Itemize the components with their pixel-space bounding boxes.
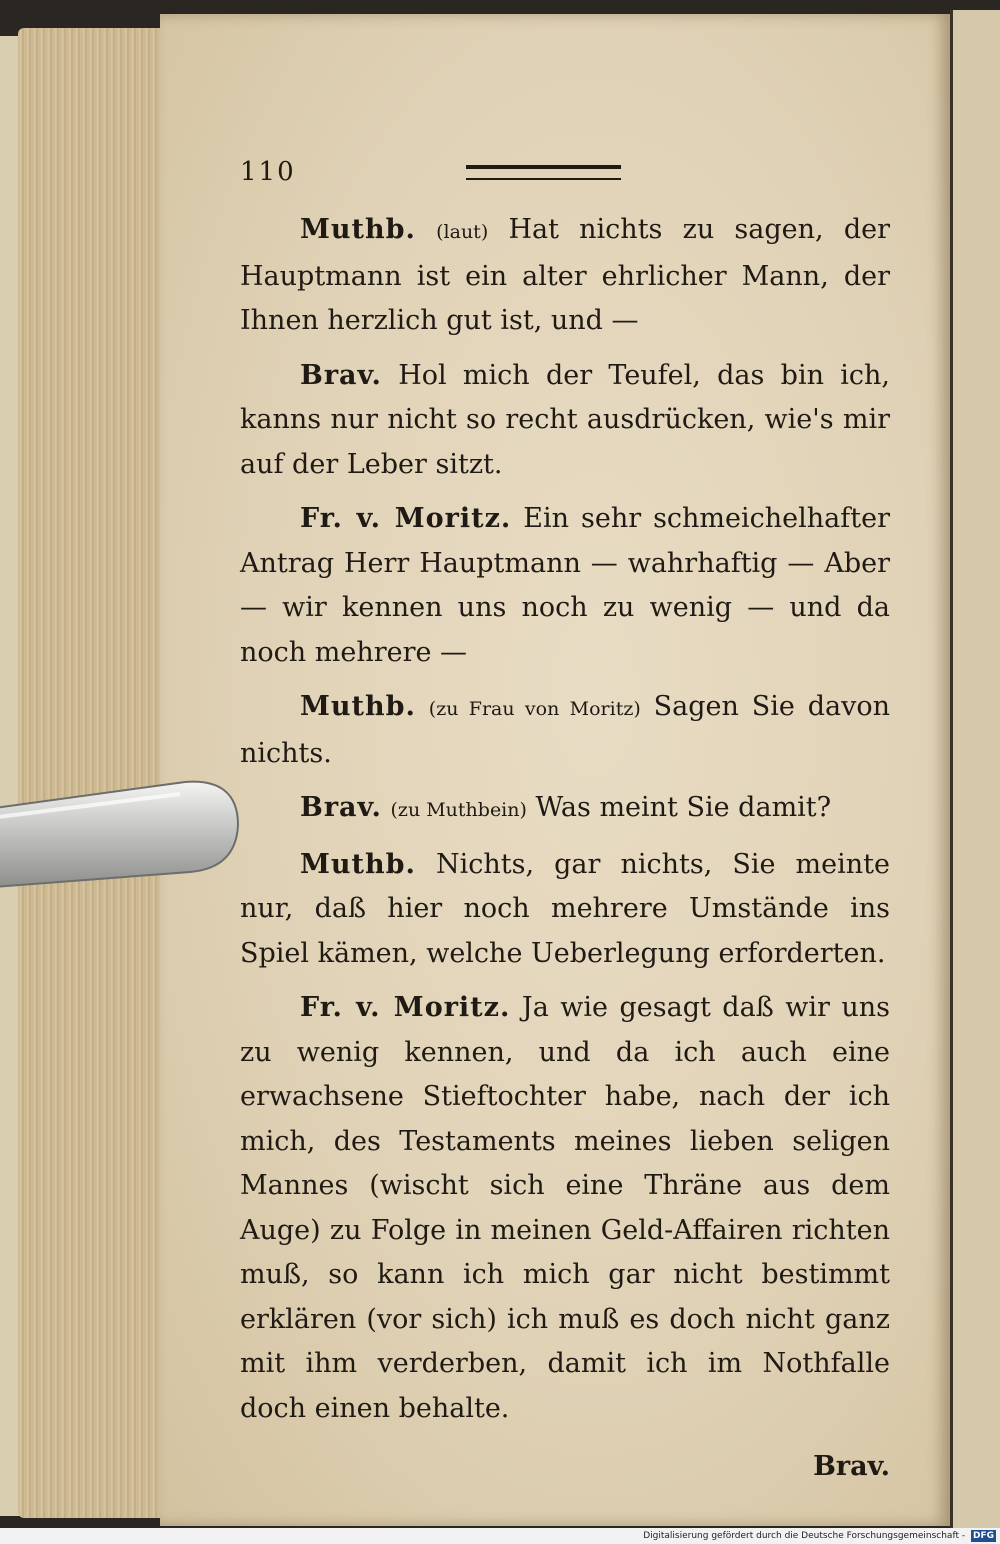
speaker-name: Brav. (300, 792, 382, 823)
dialogue-paragraph (240, 786, 890, 833)
dialogue-paragraph (240, 497, 890, 675)
facing-page-edge (950, 10, 1000, 1528)
dialogue-text: Nichts, gar nichts, Sie meinte nur, daß hier noch mehrere Umstände ins Spiel kämen, welche Ueberlegung erforderten. (240, 848, 890, 969)
dialogue-paragraph (240, 986, 890, 1431)
stage-direction: (laut) (436, 221, 489, 243)
catchword: Brav. (813, 1451, 890, 1482)
dialogue-paragraph (240, 208, 890, 344)
speaker-name: Muthb. (300, 214, 416, 245)
page-holder-spatula (0, 780, 242, 890)
page-number: 110 (240, 157, 296, 188)
dialogue-text: Sagen Sie davon nichts. (240, 691, 890, 769)
speaker-name: Fr. v. Moritz. (300, 503, 512, 534)
page-header (240, 145, 890, 200)
stage-direction: (zu Muthbein) (390, 799, 527, 821)
stage-direction: (zu Frau von Moritz) (428, 698, 641, 720)
speaker-name: Muthb. (300, 848, 416, 880)
dfg-logo: DFG (972, 1531, 994, 1541)
speaker-name: Fr. v. Moritz. (300, 992, 511, 1023)
dialogue-text: Hat nichts zu sagen, der Hauptmann ist ein alter ehrlicher Mann, der Ihnen herzlich gut ist, und — (240, 214, 890, 336)
header-rule (466, 165, 621, 180)
dialogue-text: Was meint Sie damit? (535, 792, 832, 823)
footer-bar (0, 1528, 1000, 1544)
dialogue-paragraph (240, 843, 890, 977)
speaker-name: Brav. (300, 359, 382, 391)
dialogue-text: Ein sehr schmeichelhafter Antrag Herr Hauptmann — wahrhaftig — Aber — wir kennen uns noch zu wenig — und da noch mehrere — (240, 503, 890, 668)
dialogue-paragraph (240, 354, 890, 488)
dialogue-text: Hol mich der Teufel, das bin ich, kanns nur nicht so recht ausdrücken, wie's mir auf der Leber sitzt. (240, 359, 890, 480)
footer-credit: Digitalisierung gefördert durch die Deutsche Forschungsgemeinschaft - (643, 1531, 966, 1541)
dialogue-paragraph (240, 685, 890, 776)
speaker-name: Muthb. (300, 691, 416, 722)
dialogue-text: Ja wie gesagt daß wir uns zu wenig kennen, und da ich auch eine erwachsene Stieftochter habe, nach der ich mich, des Testaments meines lieben seligen Mannes (wischt sich eine Thräne aus dem Auge) zu Folge in meinen Geld-Affairen richten muß, so kann ich mich gar nicht bestimmt erklären (vor sich) ich muß es doch nicht ganz mit ihm verderben, damit ich im Nothfalle doch einen behalte. (240, 992, 890, 1424)
page-text (240, 145, 890, 1490)
